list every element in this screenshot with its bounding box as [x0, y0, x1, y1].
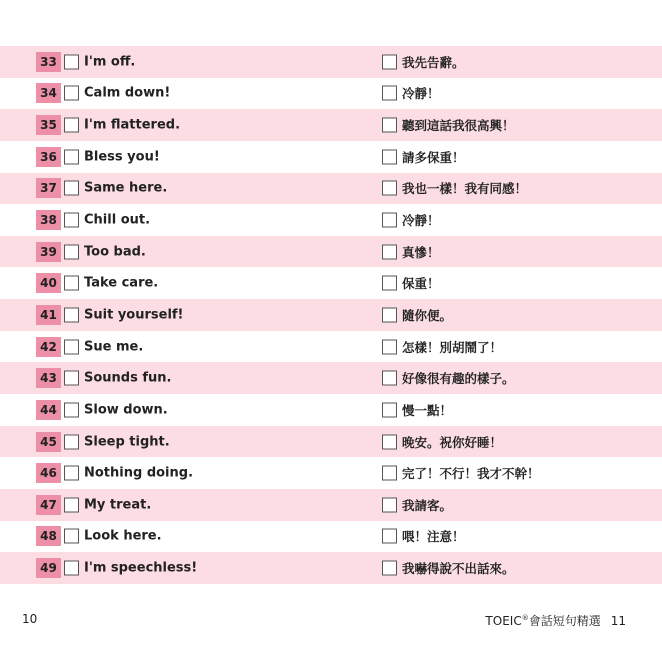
- chinese-translation: 我嚇得說不出話來。: [402, 561, 515, 577]
- phrase-row: [0, 78, 662, 110]
- english-checkbox[interactable]: [64, 118, 79, 133]
- english-phrase: I'm off.: [84, 54, 136, 70]
- phrase-number: 33: [36, 52, 61, 72]
- english-checkbox[interactable]: [64, 434, 79, 449]
- left-page-number: 10: [22, 612, 38, 626]
- phrase-number: 42: [36, 337, 61, 357]
- chinese-checkbox[interactable]: [382, 149, 397, 164]
- english-checkbox[interactable]: [64, 54, 79, 69]
- phrase-number: 41: [36, 305, 61, 325]
- english-phrase: Suit yourself!: [84, 307, 184, 323]
- phrase-row: [0, 46, 662, 78]
- phrase-number: 37: [36, 178, 61, 198]
- english-checkbox[interactable]: [64, 213, 79, 228]
- phrase-row: [0, 173, 662, 205]
- chinese-checkbox[interactable]: [382, 466, 397, 481]
- phrase-list: [0, 46, 662, 584]
- english-phrase: Too bad.: [84, 244, 146, 260]
- chinese-checkbox[interactable]: [382, 371, 397, 386]
- english-checkbox[interactable]: [64, 561, 79, 576]
- chinese-translation: 好像很有趣的樣子。: [402, 371, 515, 387]
- chinese-translation: 冷靜！: [402, 86, 440, 102]
- phrase-row: [0, 236, 662, 268]
- chinese-checkbox[interactable]: [382, 307, 397, 322]
- phrase-row: [0, 489, 662, 521]
- chinese-checkbox[interactable]: [382, 213, 397, 228]
- chinese-checkbox[interactable]: [382, 402, 397, 417]
- english-phrase: Nothing doing.: [84, 465, 194, 481]
- running-footer: [485, 612, 626, 629]
- english-phrase: Look here.: [84, 528, 162, 544]
- phrase-number: 44: [36, 400, 61, 420]
- english-phrase: Same here.: [84, 180, 168, 196]
- chinese-translation: 我請客。: [402, 497, 453, 513]
- phrase-row: [0, 362, 662, 394]
- chinese-translation: 喂！注意！: [402, 529, 465, 545]
- phrase-row: [0, 394, 662, 426]
- english-checkbox[interactable]: [64, 339, 79, 354]
- english-checkbox[interactable]: [64, 529, 79, 544]
- chinese-checkbox[interactable]: [382, 181, 397, 196]
- english-phrase: Take care.: [84, 275, 159, 291]
- chinese-translation: 隨你便。: [402, 307, 453, 323]
- english-checkbox[interactable]: [64, 181, 79, 196]
- english-phrase: Chill out.: [84, 212, 151, 228]
- phrase-row: [0, 299, 662, 331]
- english-phrase: Sounds fun.: [84, 370, 172, 386]
- chinese-translation: 我先告辭。: [402, 54, 465, 70]
- english-phrase: My treat.: [84, 497, 152, 513]
- phrase-number: 39: [36, 242, 61, 262]
- chinese-checkbox[interactable]: [382, 86, 397, 101]
- phrase-number: 34: [36, 83, 61, 103]
- phrase-row: [0, 552, 662, 584]
- chinese-translation: 冷靜！: [402, 213, 440, 229]
- english-checkbox[interactable]: [64, 86, 79, 101]
- phrase-row: [0, 457, 662, 489]
- phrase-number: 38: [36, 210, 61, 230]
- chinese-checkbox[interactable]: [382, 339, 397, 354]
- phrase-number: 35: [36, 115, 61, 135]
- english-checkbox[interactable]: [64, 244, 79, 259]
- phrase-number: 46: [36, 463, 61, 483]
- phrase-number: 36: [36, 147, 61, 167]
- chinese-checkbox[interactable]: [382, 276, 397, 291]
- phrase-number: 40: [36, 273, 61, 293]
- english-checkbox[interactable]: [64, 276, 79, 291]
- phrase-row: [0, 204, 662, 236]
- english-phrase: Slow down.: [84, 402, 168, 418]
- chinese-translation: 晚安。祝你好睡！: [402, 434, 503, 450]
- english-phrase: Sue me.: [84, 339, 144, 355]
- phrase-row: [0, 426, 662, 458]
- chinese-translation: 慢一點！: [402, 402, 453, 418]
- phrase-row: [0, 331, 662, 363]
- english-checkbox[interactable]: [64, 149, 79, 164]
- english-phrase: Sleep tight.: [84, 434, 170, 449]
- english-checkbox[interactable]: [64, 497, 79, 512]
- chinese-translation: 保重！: [402, 276, 440, 292]
- right-page-number: 11: [610, 614, 626, 628]
- phrase-number: 45: [36, 432, 61, 452]
- english-phrase: I'm speechless!: [84, 560, 198, 576]
- phrase-number: 43: [36, 368, 61, 388]
- english-checkbox[interactable]: [64, 371, 79, 386]
- english-phrase: I'm flattered.: [84, 117, 181, 133]
- phrase-number: 49: [36, 558, 61, 578]
- chinese-checkbox[interactable]: [382, 497, 397, 512]
- phrase-row: [0, 109, 662, 141]
- chinese-checkbox[interactable]: [382, 434, 397, 449]
- chinese-translation: 真慘！: [402, 244, 440, 260]
- book-title-suffix: 會話短句精選: [528, 614, 601, 628]
- chinese-translation: 怎樣！別胡鬧了！: [402, 339, 503, 355]
- chinese-checkbox[interactable]: [382, 529, 397, 544]
- english-checkbox[interactable]: [64, 307, 79, 322]
- chinese-translation: 完了！不行！我才不幹！: [402, 466, 540, 482]
- english-phrase: Calm down!: [84, 85, 171, 101]
- registered-mark: ®: [521, 614, 529, 622]
- chinese-checkbox[interactable]: [382, 54, 397, 69]
- english-phrase: Bless you!: [84, 149, 160, 165]
- english-checkbox[interactable]: [64, 402, 79, 417]
- phrase-row: [0, 141, 662, 173]
- chinese-translation: 聽到這話我很高興！: [402, 118, 515, 134]
- book-title-prefix: TOEIC: [485, 614, 522, 628]
- english-checkbox[interactable]: [64, 466, 79, 481]
- chinese-translation: 我也一樣！我有同感！: [402, 181, 528, 197]
- chinese-checkbox[interactable]: [382, 244, 397, 259]
- phrase-number: 47: [36, 495, 61, 515]
- phrase-row: [0, 267, 662, 299]
- chinese-checkbox[interactable]: [382, 118, 397, 133]
- phrase-number: 48: [36, 526, 61, 546]
- chinese-translation: 請多保重！: [402, 149, 465, 165]
- phrase-row: [0, 521, 662, 553]
- chinese-checkbox[interactable]: [382, 561, 397, 576]
